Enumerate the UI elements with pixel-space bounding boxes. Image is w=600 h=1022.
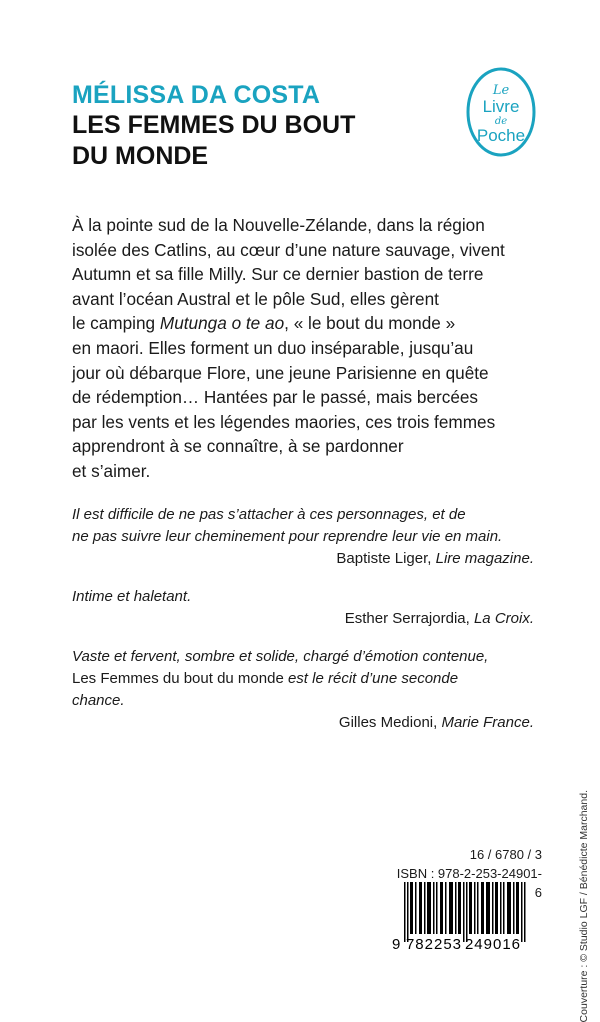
- quote-publication: Lire magazine.: [435, 550, 534, 567]
- quote-author: Gilles Medioni,: [338, 714, 442, 731]
- quote-text: est le récit d’une seconde: [283, 670, 459, 687]
- le-livre-de-poche-logo-icon: [465, 66, 537, 158]
- logo-poche: Poche: [476, 126, 526, 145]
- summary-line: avant l’océan Austral et le pôle Sud, elles gèrent: [72, 288, 439, 309]
- isbn: ISBN : 978-2-253-24901-6: [396, 866, 542, 900]
- press-quote: [72, 504, 534, 570]
- cover-header: [72, 80, 432, 172]
- campsite-name: Mutunga o te ao: [159, 313, 285, 334]
- book-title-line-2: DU MONDE: [72, 142, 209, 170]
- summary-line: apprendront à se connaître, à se pardonner: [72, 436, 404, 457]
- logo-livre: Livre: [482, 97, 520, 116]
- press-quote: [72, 646, 534, 734]
- quote-author: Baptiste Liger,: [336, 550, 436, 567]
- quote-publication: Marie France.: [441, 714, 534, 731]
- quote-line: Il est difficile de ne pas s’attacher à ces personnages, et de: [72, 506, 466, 523]
- quote-line: Vaste et fervent, sombre et solide, chargé d’émotion contenue,: [72, 648, 489, 665]
- cover-credit-text: Couverture : © Studio LGF / Bénédicte Marchand.: [578, 790, 590, 1022]
- summary-line: [72, 311, 542, 336]
- quote-line: Intime et haletant.: [72, 588, 192, 605]
- quote-publication: La Croix.: [473, 610, 534, 627]
- barcode-digits-left: 782253: [405, 936, 463, 953]
- summary-line: Autumn et sa fille Milly. Sur ce dernier bastion de terre: [72, 264, 484, 285]
- logo-de: de: [494, 116, 508, 127]
- reference-number: 16 / 6780 / 3: [469, 847, 542, 862]
- summary-line: par les vents et les légendes maories, ces trois femmes: [72, 411, 496, 432]
- logo-le: Le: [492, 83, 510, 98]
- quote-line: [72, 668, 534, 690]
- quoted-book-title: Les Femmes du bout du monde: [72, 670, 284, 687]
- barcode-icon: [392, 882, 542, 957]
- quote-source: [72, 608, 534, 630]
- summary-line: et s’aimer.: [72, 460, 151, 481]
- barcode-digit-first: 9: [392, 936, 401, 953]
- back-cover-summary: [72, 213, 542, 484]
- summary-text: le camping: [72, 313, 160, 334]
- press-quote: [72, 586, 534, 630]
- summary-line: À la pointe sud de la Nouvelle-Zélande, dans la région: [72, 215, 485, 235]
- quote-line: chance.: [72, 692, 125, 709]
- author-name: MÉLISSA DA COSTA: [72, 81, 321, 109]
- summary-text: , « le bout du monde »: [284, 313, 456, 334]
- summary-line: jour où débarque Flore, une jeune Parisienne en quête: [72, 362, 489, 383]
- summary-line: en maori. Elles forment un duo inséparable, jusqu’au: [72, 337, 474, 358]
- press-quotes: [72, 504, 534, 750]
- book-title-line-1: LES FEMMES DU BOUT: [72, 111, 356, 139]
- quote-line: ne pas suivre leur cheminement pour reprendre leur vie en main.: [72, 528, 503, 545]
- quote-author: Esther Serrajordia,: [344, 610, 474, 627]
- summary-line: isolée des Catlins, au cœur d’une nature sauvage, vivent: [72, 239, 505, 260]
- quote-source: [72, 548, 534, 570]
- barcode-digits-right: 249016: [464, 936, 522, 953]
- quote-source: [72, 712, 534, 734]
- summary-line: de rédemption… Hantées par le passé, mais bercées: [72, 387, 479, 408]
